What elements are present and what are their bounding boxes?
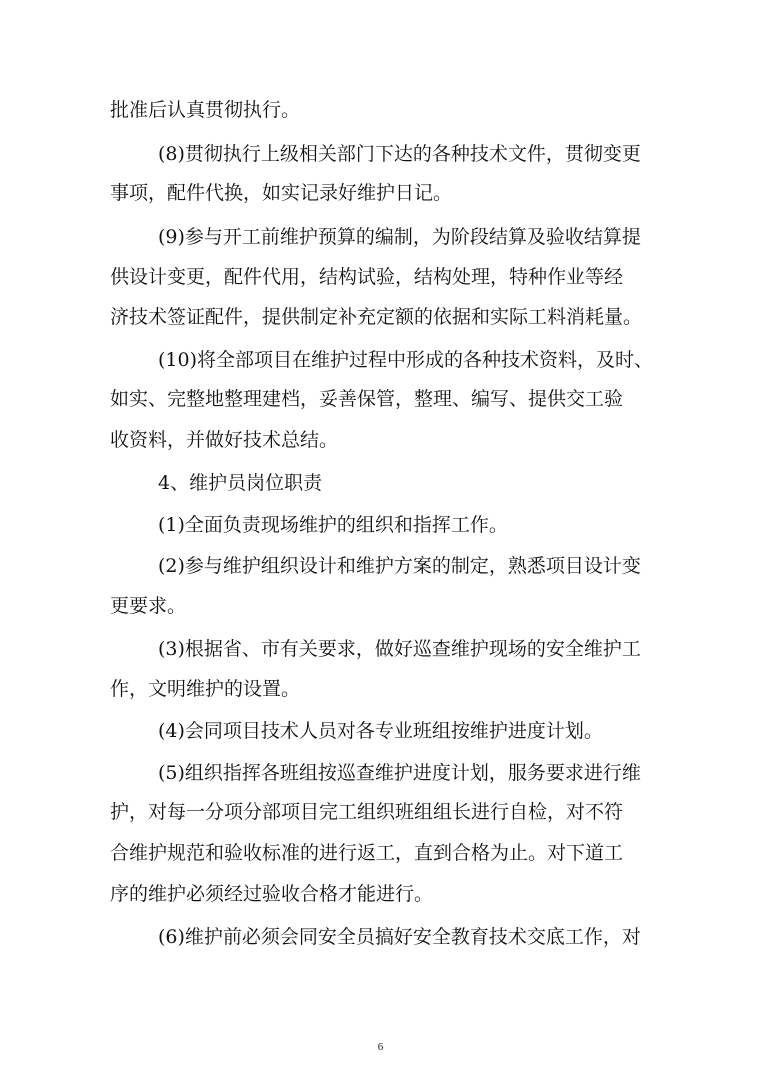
text-line: (2)参与维护组织设计和维护方案的制定，熟悉项目设计变 [158, 555, 641, 577]
text-line: 如实、完整地整理建档，妥善保管，整理、编写、提供交工验 [110, 388, 624, 410]
page-number: 6 [377, 1041, 384, 1053]
text-line: (5)组织指挥各班组按巡查维护进度计划，服务要求进行维 [158, 762, 641, 784]
text-line: (3)根据省、市有关要求，做好巡查维护现场的安全维护工 [158, 638, 641, 660]
text-line: (9)参与开工前维护预算的编制，为阶段结算及验收结算提 [158, 226, 641, 248]
text-line: 更要求。 [110, 595, 187, 617]
text-line: (8)贯彻执行上级相关部门下达的各种技术文件，贯彻变更 [158, 143, 641, 165]
text-line: 供设计变更，配件代用，结构试验，结构处理，特种作业等经 [110, 266, 624, 288]
section-heading: 4、维护员岗位职责 [158, 472, 323, 494]
text-line: (4)会同项目技术人员对各专业班组按维护进度计划。 [158, 720, 603, 742]
text-line: 事项，配件代换，如实记录好维护日记。 [110, 182, 453, 204]
text-line: 护，对每一分项分部项目完工组织班组组长进行自检，对不符 [110, 801, 624, 823]
text-line: (1)全面负责现场维护的组织和指挥工作。 [158, 514, 508, 536]
text-line: 批准后认真贯彻执行。 [110, 99, 301, 121]
text-line: (6)维护前必须会同安全员搞好安全教育技术交底工作，对 [158, 926, 641, 948]
text-line: (10)将全部项目在维护过程中形成的各种技术资料，及时、 [158, 349, 654, 371]
text-line: 作，文明维护的设置。 [110, 678, 301, 700]
text-line: 序的维护必须经过验收合格才能进行。 [110, 883, 434, 905]
text-line: 收资料，并做好技术总结。 [110, 429, 339, 451]
text-line: 济技术签证配件，提供制定补充定额的依据和实际工料消耗量。 [110, 306, 643, 328]
text-line: 合维护规范和验收标准的进行返工，直到合格为止。对下道工 [110, 842, 624, 864]
